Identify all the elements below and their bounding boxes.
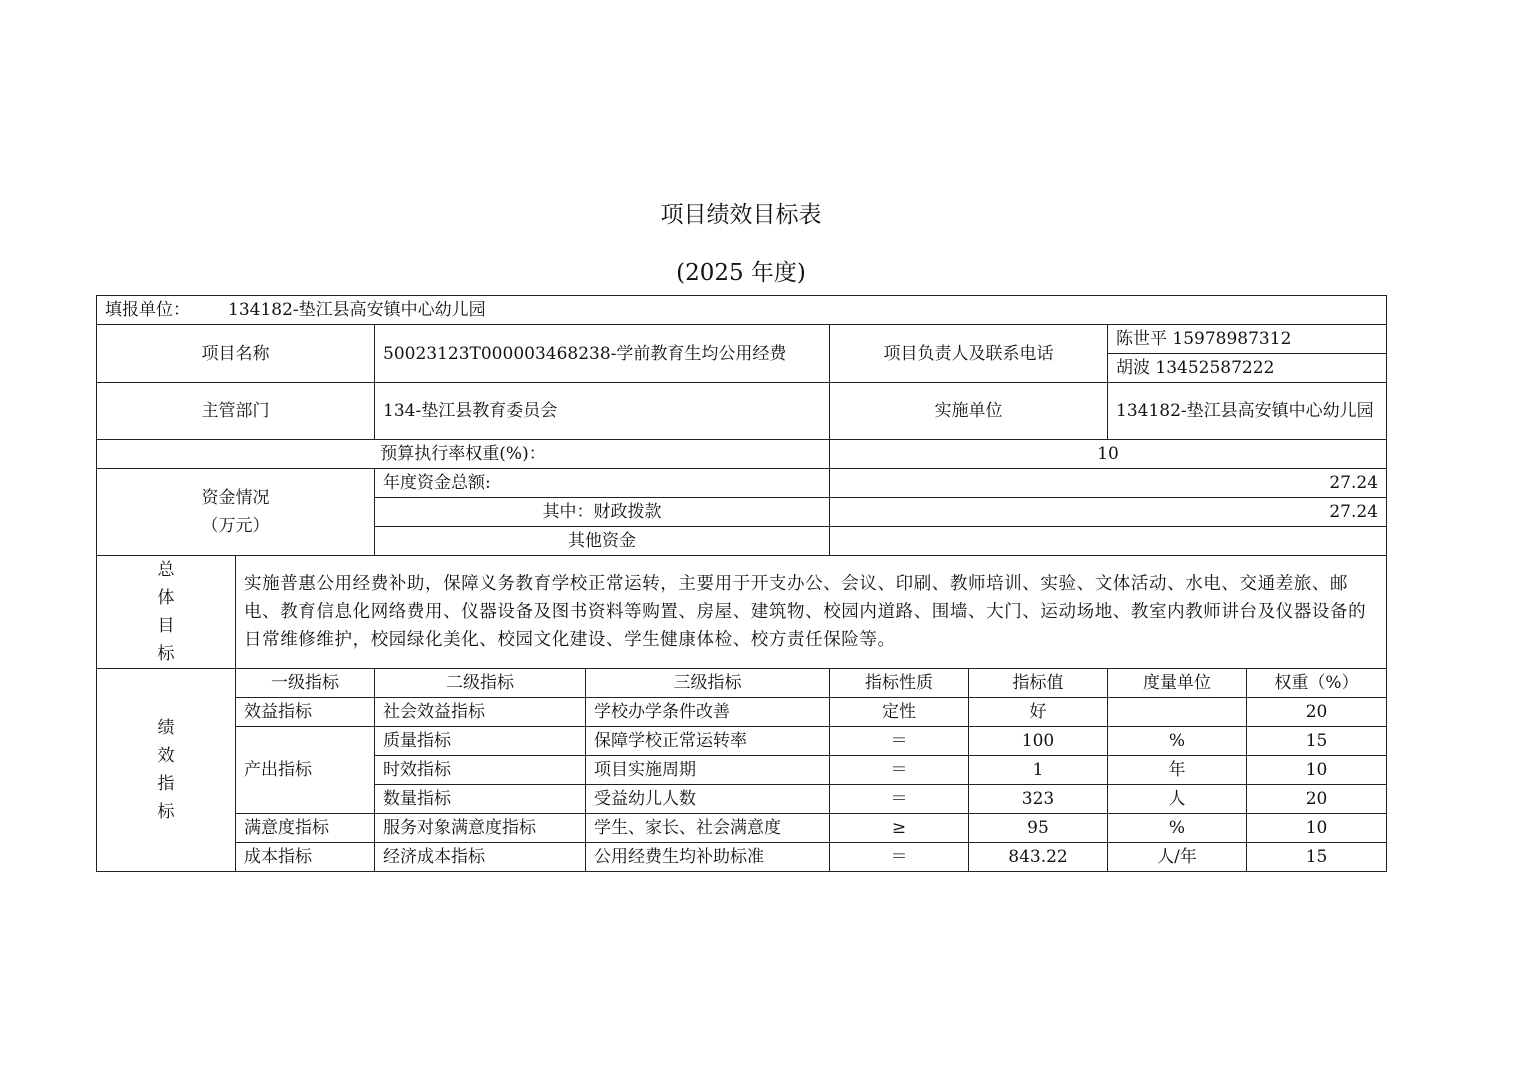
col-header-level3: 三级指标 [586,669,830,698]
unit-cell: 人/年 [1108,843,1247,872]
fund-label-line1: 资金情况 [201,488,270,508]
unit-cell: % [1108,727,1247,756]
level1-cell: 效益指标 [236,698,375,727]
goal-row [97,556,1387,669]
level1-cell: 满意度指标 [236,814,375,843]
page-subtitle-year: (2025 年度) [676,260,806,286]
value-cell: 323 [969,785,1108,814]
level3-cell: 项目实施周期 [586,756,830,785]
nature-cell: ＝ [830,756,969,785]
perf-label [97,669,236,872]
value-cell: 843.22 [969,843,1108,872]
fund-total-row [97,469,1387,498]
impl-label: 实施单位 [830,383,1108,440]
unit-cell: % [1108,814,1247,843]
value-cell: 1 [969,756,1108,785]
unit-cell: 年 [1108,756,1247,785]
col-header-value: 指标值 [969,669,1108,698]
weight-cell: 15 [1247,727,1387,756]
unit-value: 134182-垫江县高安镇中心幼儿园 [228,300,486,320]
fund-other-value [830,527,1387,556]
nature-cell: ≥ [830,814,969,843]
level3-cell: 学校办学条件改善 [586,698,830,727]
dept-label: 主管部门 [97,383,375,440]
level3-cell: 受益幼儿人数 [586,785,830,814]
unit-cell [1108,698,1247,727]
performance-target-table [96,295,1387,872]
value-cell: 好 [969,698,1108,727]
budget-weight-value: 10 [830,440,1387,469]
contact-1: 陈世平 15978987312 [1108,325,1387,354]
perf-label-char: 指 [157,774,175,794]
fund-total-label: 年度资金总额: [375,469,830,498]
weight-cell: 15 [1247,843,1387,872]
budget-weight-label: 预算执行率权重(%)： [97,440,830,469]
budget-weight-row [97,440,1387,469]
table-row [97,727,1387,756]
level2-cell: 经济成本指标 [375,843,586,872]
fund-other-label: 其他资金 [375,527,830,556]
table-row [97,814,1387,843]
col-header-unit: 度量单位 [1108,669,1247,698]
perf-label-char: 效 [157,746,175,766]
goal-text: 实施普惠公用经费补助，保障义务教育学校正常运转，主要用于开支办公、会议、印刷、教师培训、实验、文体活动、水电、交通差旅、邮电、教育信息化网络费用、仪器设备及图书资料等购置、房屋、建筑物、校园内道路、围墙、大门、运动场地、教室内教师讲台及仪器设备的日常维修维护，校园绿化美化、校园文化建设、学生健康体检、校方责任保险等。 [236,556,1387,669]
level1-cell: 成本指标 [236,843,375,872]
unit-label: 填报单位： [105,300,190,320]
impl-value: 134182-垫江县高安镇中心幼儿园 [1108,383,1387,440]
level3-cell: 保障学校正常运转率 [586,727,830,756]
indicator-header-row [97,669,1387,698]
goal-label-char: 目 [157,616,175,636]
fund-fiscal-value: 27.24 [830,498,1387,527]
level1-cell: 产出指标 [236,727,375,814]
level2-cell: 服务对象满意度指标 [375,814,586,843]
goal-label-char: 总 [157,560,175,580]
goal-label [97,556,236,669]
table-row [97,843,1387,872]
unit-cell [97,296,1387,325]
level2-cell: 质量指标 [375,727,586,756]
level3-cell: 公用经费生均补助标准 [586,843,830,872]
value-cell: 95 [969,814,1108,843]
level2-cell: 时效指标 [375,756,586,785]
nature-cell: ＝ [830,727,969,756]
page-title: 项目绩效目标表 [660,202,822,228]
project-row [97,325,1387,354]
contact-2: 胡波 13452587222 [1108,354,1387,383]
fund-label-line2: （万元） [201,516,270,536]
weight-cell: 10 [1247,756,1387,785]
perf-label-char: 标 [157,802,175,822]
goal-label-char: 标 [157,644,175,664]
nature-cell: ＝ [830,843,969,872]
weight-cell: 10 [1247,814,1387,843]
weight-cell: 20 [1247,698,1387,727]
nature-cell: ＝ [830,785,969,814]
nature-cell: 定性 [830,698,969,727]
fund-fiscal-label: 其中：财政拨款 [375,498,830,527]
dept-row [97,383,1387,440]
project-name-label: 项目名称 [97,325,375,383]
fund-total-value: 27.24 [830,469,1387,498]
dept-value: 134-垫江县教育委员会 [375,383,830,440]
unit-row [97,296,1387,325]
level3-cell: 学生、家长、社会满意度 [586,814,830,843]
project-name-value: 50023123T000003468238-学前教育生均公用经费 [375,325,830,383]
weight-cell: 20 [1247,785,1387,814]
value-cell: 100 [969,727,1108,756]
col-header-weight: 权重（%） [1247,669,1387,698]
table-row [97,698,1387,727]
fund-label [97,469,375,556]
level2-cell: 数量指标 [375,785,586,814]
goal-label-char: 体 [157,588,175,608]
perf-label-char: 绩 [157,718,175,738]
col-header-level1: 一级指标 [236,669,375,698]
col-header-nature: 指标性质 [830,669,969,698]
contact-label: 项目负责人及联系电话 [830,325,1108,383]
unit-cell: 人 [1108,785,1247,814]
col-header-level2: 二级指标 [375,669,586,698]
level2-cell: 社会效益指标 [375,698,586,727]
